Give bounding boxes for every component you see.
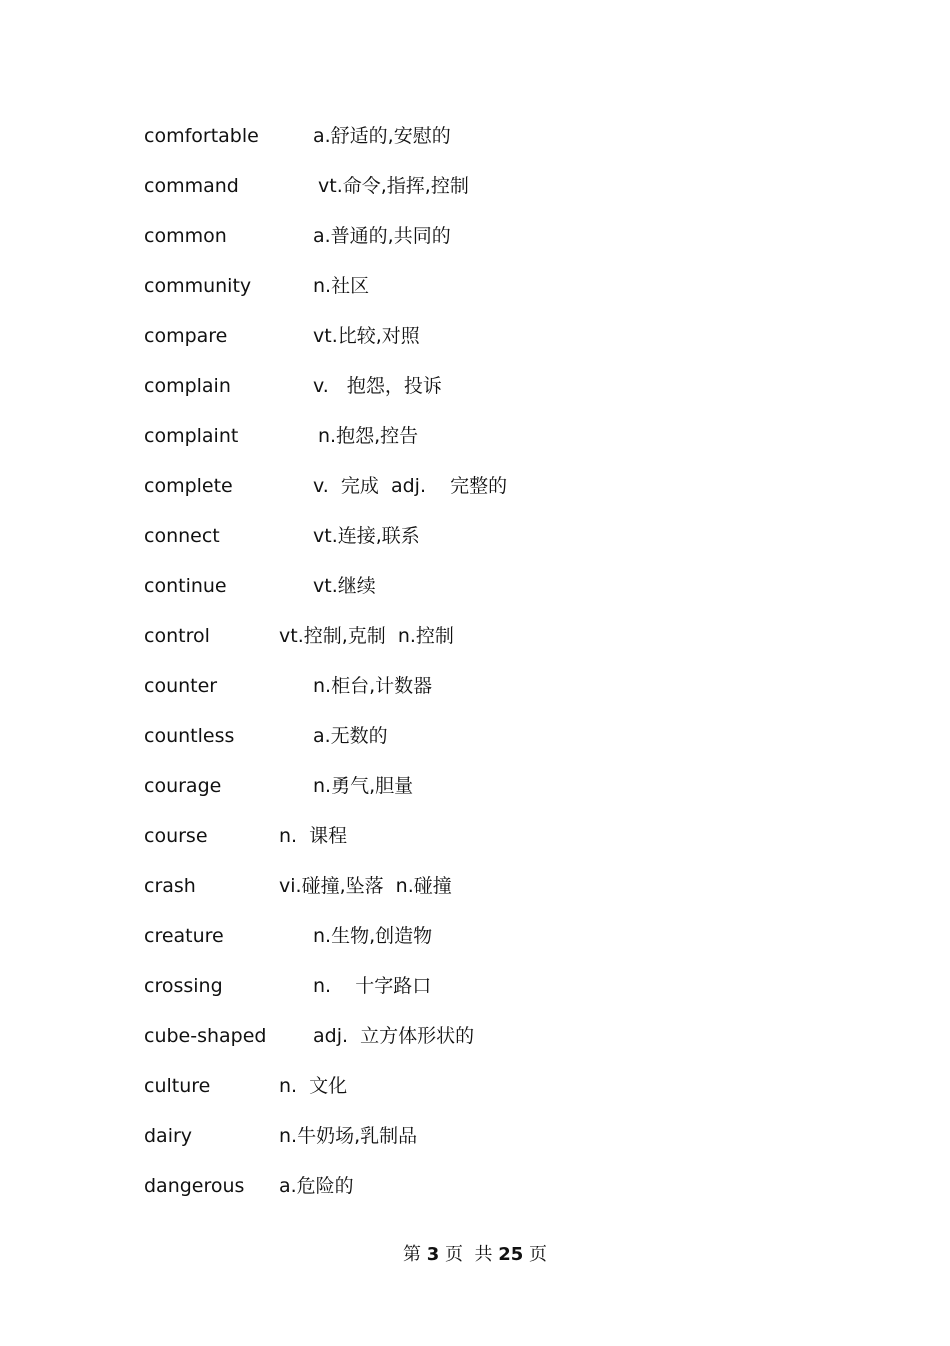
- vocab-entry: [0, 771, 950, 801]
- total-pages-number: 25: [498, 1244, 524, 1265]
- vocab-word: cube-shaped: [144, 1025, 267, 1047]
- vocab-entry: [0, 921, 950, 951]
- vocab-word: community: [144, 275, 252, 297]
- current-page-number: 3: [426, 1244, 440, 1265]
- vocab-word: complain: [144, 375, 231, 397]
- vocab-definition: n.生物,创造物: [313, 925, 433, 947]
- vocab-definition: n.柜台,计数器: [313, 675, 433, 697]
- vocab-word: common: [144, 225, 227, 247]
- vocab-entry: [0, 421, 950, 451]
- vocab-word: courage: [144, 775, 222, 797]
- vocab-definition: n. 文化: [279, 1075, 348, 1097]
- vocab-definition: vt.比较,对照: [313, 325, 420, 347]
- vocab-definition: n.抱怨,控告: [318, 425, 419, 447]
- vocab-word: crossing: [144, 975, 223, 997]
- vocab-entry: [0, 121, 950, 151]
- vocab-word: control: [144, 625, 210, 647]
- vocab-word: continue: [144, 575, 227, 597]
- vocab-definition: a.无数的: [313, 725, 388, 747]
- vocab-word: dangerous: [144, 1175, 245, 1197]
- vocab-definition: vt.继续: [313, 575, 376, 597]
- vocab-entry: [0, 671, 950, 701]
- vocab-word: counter: [144, 675, 218, 697]
- vocab-word: countless: [144, 725, 235, 747]
- vocab-word: complete: [144, 475, 233, 497]
- footer-suffix: 页: [528, 1244, 547, 1265]
- vocab-entry: [0, 221, 950, 251]
- vocab-word: dairy: [144, 1125, 193, 1147]
- vocab-entry: [0, 1171, 950, 1201]
- vocab-entry: [0, 1071, 950, 1101]
- vocab-definition: a.普通的,共同的: [313, 225, 451, 247]
- vocab-entry: [0, 871, 950, 901]
- vocab-definition: v. 抱怨，投诉: [313, 375, 442, 397]
- vocab-definition: vt.连接,联系: [313, 525, 420, 547]
- vocab-entry: [0, 571, 950, 601]
- vocab-definition: a.舒适的,安慰的: [313, 125, 451, 147]
- vocab-definition: n. 十字路口: [313, 975, 432, 997]
- vocab-entry: [0, 321, 950, 351]
- vocab-word: comfortable: [144, 125, 259, 147]
- vocab-entry: [0, 521, 950, 551]
- vocab-word: compare: [144, 325, 228, 347]
- vocab-word: creature: [144, 925, 224, 947]
- vocab-entry: [0, 471, 950, 501]
- vocab-entry: [0, 721, 950, 751]
- vocab-definition: n.勇气,胆量: [313, 775, 414, 797]
- vocab-entry: [0, 371, 950, 401]
- vocab-definition: adj. 立方体形状的: [313, 1025, 475, 1047]
- vocab-word: crash: [144, 875, 196, 897]
- vocab-entry: [0, 821, 950, 851]
- vocab-definition: v. 完成 adj. 完整的: [313, 475, 508, 497]
- vocab-definition: a.危险的: [279, 1175, 354, 1197]
- vocab-entry: [0, 171, 950, 201]
- vocab-word: complaint: [144, 425, 239, 447]
- vocab-word: culture: [144, 1075, 211, 1097]
- footer-middle: 页 共: [445, 1244, 493, 1265]
- vocab-definition: n.社区: [313, 275, 370, 297]
- footer-prefix: 第: [403, 1244, 421, 1265]
- vocab-word: command: [144, 175, 239, 197]
- vocab-definition: n.牛奶场,乳制品: [279, 1125, 418, 1147]
- vocab-word: connect: [144, 525, 220, 547]
- vocab-word: course: [144, 825, 208, 847]
- vocab-definition: vi.碰撞,坠落 n.碰撞: [279, 875, 452, 897]
- vocab-definition: vt.控制,克制 n.控制: [279, 625, 454, 647]
- vocab-entry: [0, 271, 950, 301]
- page-footer: [0, 1240, 950, 1270]
- vocab-entry: [0, 971, 950, 1001]
- vocab-definition: n. 课程: [279, 825, 348, 847]
- vocab-entry: [0, 621, 950, 651]
- vocab-entry: [0, 1021, 950, 1051]
- vocab-definition: vt.命令,指挥,控制: [318, 175, 469, 197]
- vocab-entry: [0, 1121, 950, 1151]
